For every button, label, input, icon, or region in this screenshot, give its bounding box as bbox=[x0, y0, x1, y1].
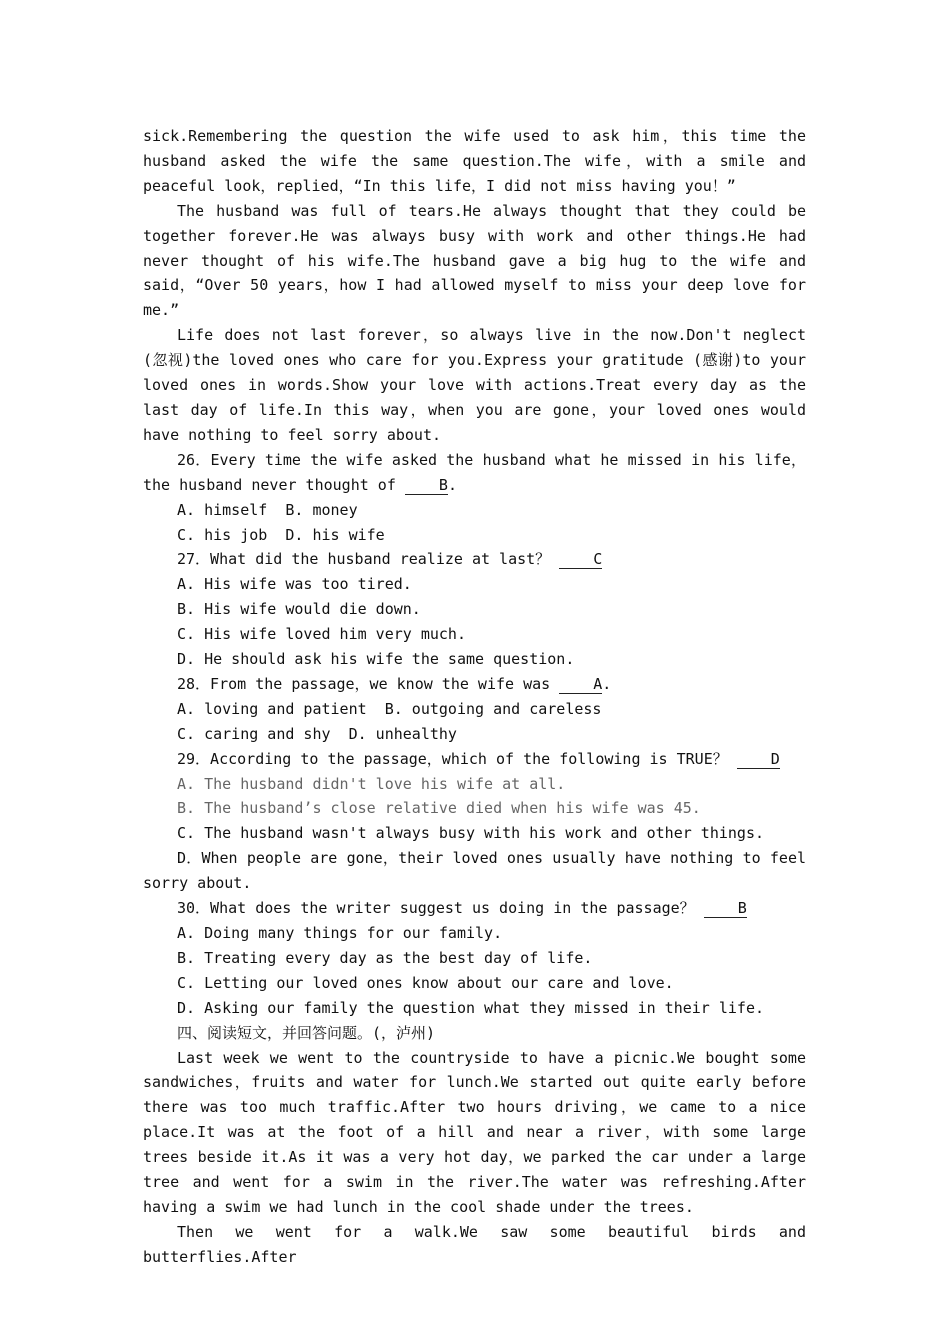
question-stem: 27．What did the husband realize at last？ bbox=[177, 550, 551, 569]
option-line: A. himself B. money bbox=[177, 500, 358, 519]
option-line: C. his job D. his wife bbox=[177, 525, 385, 544]
question-tail: . bbox=[447, 475, 457, 494]
option-line: D. Asking our family the question what they missed in their life. bbox=[177, 998, 764, 1017]
option-line: C. The husband wasn't always busy with his work and other things. bbox=[177, 824, 764, 843]
question-30 bbox=[143, 896, 806, 921]
passage-paragraph-3: Life does not last forever，so always live in the now.Don't neglect (忽视)the loved ones who care for you.Express your gratitude (感谢)to your loved ones in words.Show your love with actions.Treat every day as the last day of life.In this way，when you are gone，your loved ones would have nothing to feel sorry about. bbox=[143, 326, 806, 444]
answer-blank: A bbox=[559, 675, 602, 694]
question-tail: . bbox=[602, 674, 612, 693]
answer-blank: D bbox=[737, 750, 780, 769]
section-heading: 四、阅读短文，并回答问题。(，泸州) bbox=[177, 1023, 436, 1042]
question-29 bbox=[143, 747, 806, 772]
question-28 bbox=[143, 672, 806, 697]
option-line: D. He should ask his wife the same question. bbox=[177, 650, 575, 669]
answer-blank: B bbox=[704, 899, 747, 918]
option-line: B. Treating every day as the best day of life. bbox=[177, 948, 593, 967]
option-line: B. His wife would die down. bbox=[177, 600, 421, 619]
option-line: C. caring and shy D. unhealthy bbox=[177, 724, 457, 743]
passage-paragraph-2: The husband was full of tears.He always thought that they could be together forever.He was always busy with work and other things.He had never thought of his wife.The husband gave a big hug to the wife and said，“Over 50 years，how I had allowed myself to miss your deep love for me.” bbox=[143, 201, 806, 320]
option-line: A. loving and patient B. outgoing and careless bbox=[177, 699, 602, 718]
option-line: A. Doing many things for our family. bbox=[177, 924, 503, 942]
question-stem: 29．According to the passage，which of the following is TRUE？ bbox=[177, 749, 728, 768]
option-line: A. The husband didn't love his wife at all. bbox=[177, 774, 566, 793]
option-line: D．When people are gone，their loved ones usually have nothing to feel sorry about. bbox=[143, 849, 806, 893]
option-line: B. The husband’s close relative died when his wife was 45. bbox=[177, 799, 701, 818]
option-line: C. His wife loved him very much. bbox=[177, 625, 466, 644]
option-line: A. His wife was too tired. bbox=[177, 575, 412, 594]
document-page bbox=[143, 124, 806, 1270]
question-26 bbox=[143, 448, 806, 498]
question-stem: 30．What does the writer suggest us doing in the passage？ bbox=[177, 899, 695, 918]
section4-paragraph-1: Last week we went to the countryside to have a picnic.We bought some sandwiches，fruits and water for lunch.We started out quite early before there was too much traffic.After two hours driving，we came to a nice place.It was at the foot of a hill and near a river，with some large trees beside it.As it was a very hot day，we parked the car under a large tree and went for a swim in the river.The water was refreshing.After having a swim we had lunch in the cool shade under the trees. bbox=[143, 1048, 806, 1216]
question-stem: 28．From the passage，we know the wife was bbox=[177, 674, 551, 693]
question-stem: 26．Every time the wife asked the husband what he missed in his life，the husband never thought of bbox=[143, 450, 806, 494]
option-line: C. Letting our loved ones know about our care and love. bbox=[177, 973, 674, 992]
passage-paragraph-1: sick.Remembering the question the wife used to ask him，this time the husband asked the wife the same question.The wife，with a smile and peaceful look，replied，“In this life，I did not miss having you！” bbox=[143, 127, 806, 195]
question-27 bbox=[143, 547, 806, 572]
answer-blank: C bbox=[559, 550, 602, 569]
answer-blank: B bbox=[405, 476, 448, 495]
section4-paragraph-2: Then we went for a walk.We saw some beautiful birds and butterflies.After bbox=[143, 1222, 806, 1266]
